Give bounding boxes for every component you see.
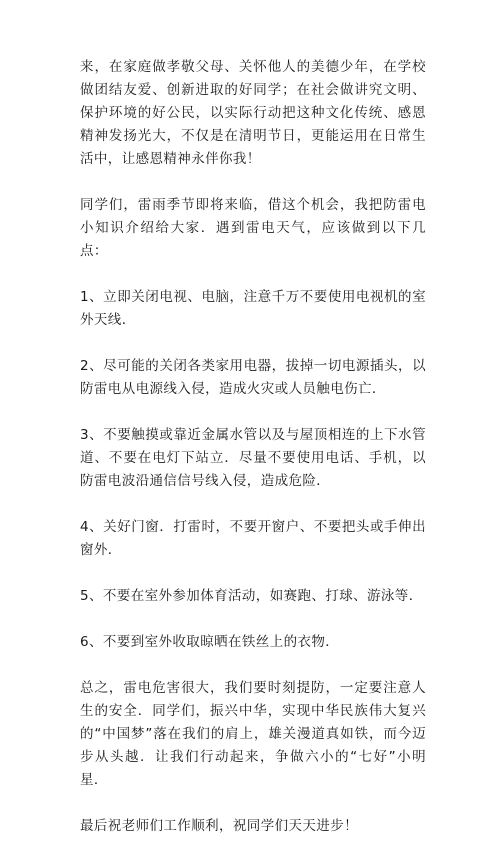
paragraph-tip-3: 3、不要触摸或靠近金属水管以及与屋顶相连的上下水管道、不要在电灯下站立．尽量不要使用电话、手机，以防雷电波沿通信信号线入侵，造成危险．	[80, 427, 426, 489]
paragraph-tip-6: 6、不要到室外收取晾晒在铁丝上的衣物．	[80, 634, 340, 650]
paragraph-tip-4: 4、关好门窗．打雷时，不要开窗户、不要把头或手伸出窗外．	[80, 519, 426, 558]
paragraph-lightning-intro: 同学们，雷雨季节即将来临，借这个机会，我把防雷电小知识介绍给大家．遇到雷电天气，应该做到以下几点：	[80, 197, 426, 259]
paragraph-intro-continuation: 来，在家庭做孝敬父母、关怀他人的美德少年，在学校做团结友爱、创新进取的好同学；在社会做讲究文明、保护环境的好公民，以实际行动把这种文化传统、感恩精神发扬光大，不仅是在清明节日，更能运用在日常生活中，让感恩精神永伴你我！	[80, 59, 426, 167]
paragraph-tip-2: 2、尽可能的关闭各类家用电器，拔掉一切电源插头，以防雷电从电源线入侵，造成火灾或人员触电伤亡．	[80, 358, 426, 397]
paragraph-summary: 总之，雷电危害很大，我们要时刻提防，一定要注意人生的安全．同学们，振兴中华，实现中华民族伟大复兴的“中国梦”落在我们的肩上，雄关漫道真如铁，而今迈步从头越．让我们行动起来，争做六小的“七好”小明星．	[80, 680, 426, 788]
paragraph-tip-5: 5、不要在室外参加体育活动，如赛跑、打球、游泳等．	[80, 588, 423, 604]
document-page	[80, 56, 426, 861]
paragraph-tip-1: 1、立即关闭电视、电脑，注意千万不要使用电视机的室外天线．	[80, 289, 426, 328]
paragraph-closing: 最后祝老师们工作顺利，祝同学们天天进步！	[80, 818, 358, 834]
